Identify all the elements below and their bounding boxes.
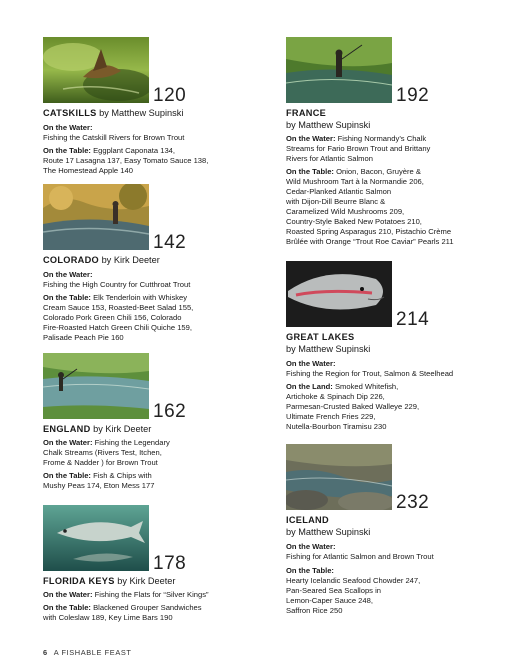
page-footer [43,648,132,657]
water-text-line: Fishing the Legendary [94,438,170,447]
water-label: On the Water: [286,542,336,551]
table-text-line: with Coleslaw 189, Key Lime Bars 190 [43,613,173,622]
page-number: 214 [396,309,430,330]
section-title: COLORADO [43,255,99,265]
table-text-line: Fire-Roasted Hatch Green Chili Quiche 159, [43,323,192,332]
water-text-line: Streams for Fario Brown Trout and Brittany [286,144,431,153]
table-text-line: Smoked Whitefish, [334,382,399,391]
table-text-line: Parmesan-Crusted Baked Walleye 229, [286,402,420,411]
table-text-line: Palisade Peach Pie 160 [43,333,124,342]
table-label: On the Table: [43,603,91,612]
table-label: On the Table: [286,167,334,176]
table-label: On the Table: [43,471,91,480]
table-text-line: Blackened Grouper Sandwiches [93,603,202,612]
great-lakes-steelhead-photo [286,261,392,327]
author: by Matthew Supinski [99,108,184,118]
water-text: Fishing the Catskill Rivers for Brown Trout [43,133,185,142]
page-number: 142 [153,232,187,253]
footer-book-title: A FISHABLE FEAST [53,648,132,657]
table-text-line: Caramelized Wild Mushrooms 209, [286,207,405,216]
page-number: 178 [153,553,187,574]
page-number: 120 [153,85,187,106]
table-text-line: Onion, Bacon, Gruyère & [336,167,421,176]
toc-entry-florida-keys[interactable] [43,505,253,623]
page-number: 162 [153,401,187,422]
author: by Kirk Deeter [101,255,160,265]
author: by Matthew Supinski [286,527,371,537]
table-label: On the Table: [43,293,91,302]
table-label: On the Table: [286,566,334,575]
toc-entry-iceland[interactable] [286,444,486,616]
water-label: On the Water: [43,270,93,279]
water-label: On the Water: [286,134,336,143]
colorado-river-photo [43,184,149,250]
water-text: Fishing the Region for Trout, Salmon & Steelhead [286,369,454,378]
table-text-line: Cream Sauce 153, Roasted-Beet Salad 155, [43,303,194,312]
table-text-line: Artichoke & Spinach Dip 226, [286,392,385,401]
water-text-line: Rivers for Atlantic Salmon [286,154,373,163]
table-text-line: Cedar-Planked Atlantic Salmon [286,187,392,196]
author: by Matthew Supinski [286,344,371,354]
section-title: CATSKILLS [43,108,97,118]
section-title: FLORIDA KEYS [43,576,115,586]
author: by Kirk Deeter [93,424,152,434]
table-text-line: Roasted Spring Asparagus 210, Pistachio Crème [286,227,452,236]
table-text-line: Nutella-Bourbon Tiramisu 230 [286,422,387,431]
table-text-line: Brûlée with Orange “Trout Roe Caviar” Pearls 211 [286,237,454,246]
water-text-line: Fishing Normandy’s Chalk [337,134,427,143]
page-number: 192 [396,85,430,106]
table-text-line: Ultimate French Fries 229, [286,412,376,421]
florida-tarpon-photo [43,505,149,571]
water-label: On the Water: [43,123,93,132]
toc-entry-colorado[interactable] [43,184,253,343]
author: by Kirk Deeter [117,576,176,586]
author: by Matthew Supinski [286,120,371,130]
footer-page-number: 6 [43,648,48,657]
toc-entry-catskills[interactable] [43,37,253,176]
toc-entry-great-lakes[interactable] [286,261,486,432]
water-label: On the Water: [43,438,93,447]
water-label: On the Water: [286,359,336,368]
water-text: Fishing the Flats for “Silver Kings” [94,590,209,599]
water-text-line: Frome & Nadder ) for Brown Trout [43,458,158,467]
toc-entry-france[interactable] [286,37,486,247]
france-stream-photo [286,37,392,103]
table-text-line: Lemon-Caper Sauce 248, [286,596,373,605]
table-text-line: Hearty Icelandic Seafood Chowder 247, [286,576,421,585]
table-text-line: Route 17 Lasagna 137, Easy Tomato Sauce 138, [43,156,209,165]
table-text-line: Eggplant Caponata 134, [93,146,176,155]
table-text-line: Fish & Chips with [93,471,152,480]
table-text-line: The Homestead Apple 140 [43,166,133,175]
table-text-line: Pan-Seared Sea Scallops in [286,586,381,595]
land-label: On the Land: [286,382,333,391]
table-text-line: Country-Style Baked New Potatoes 210, [286,217,422,226]
water-text: Fishing the High Country for Cutthroat Trout [43,280,191,289]
catskills-trout-photo [43,37,149,103]
england-stream-photo [43,353,149,419]
section-title: ENGLAND [43,424,91,434]
water-label: On the Water: [43,590,93,599]
table-text-line: Elk Tenderloin with Whiskey [93,293,188,302]
table-text-line: Saffron Rice 250 [286,606,343,615]
section-title: FRANCE [286,108,327,118]
table-label: On the Table: [43,146,91,155]
toc-entry-england[interactable] [43,353,253,491]
page-number: 232 [396,492,430,513]
iceland-river-photo [286,444,392,510]
section-title: GREAT LAKES [286,332,355,342]
table-text-line: Wild Mushroom Tart à la Normandie 206, [286,177,424,186]
section-title: ICELAND [286,515,329,525]
water-text-line: Chalk Streams (Rivers Test, Itchen, [43,448,162,457]
water-text: Fishing for Atlantic Salmon and Brown Trout [286,552,434,561]
table-text-line: with Dijon-Dill Beurre Blanc & [286,197,386,206]
table-text-line: Mushy Peas 174, Eton Mess 177 [43,481,155,490]
table-text-line: Colorado Pork Green Chili 156, Colorado [43,313,182,322]
